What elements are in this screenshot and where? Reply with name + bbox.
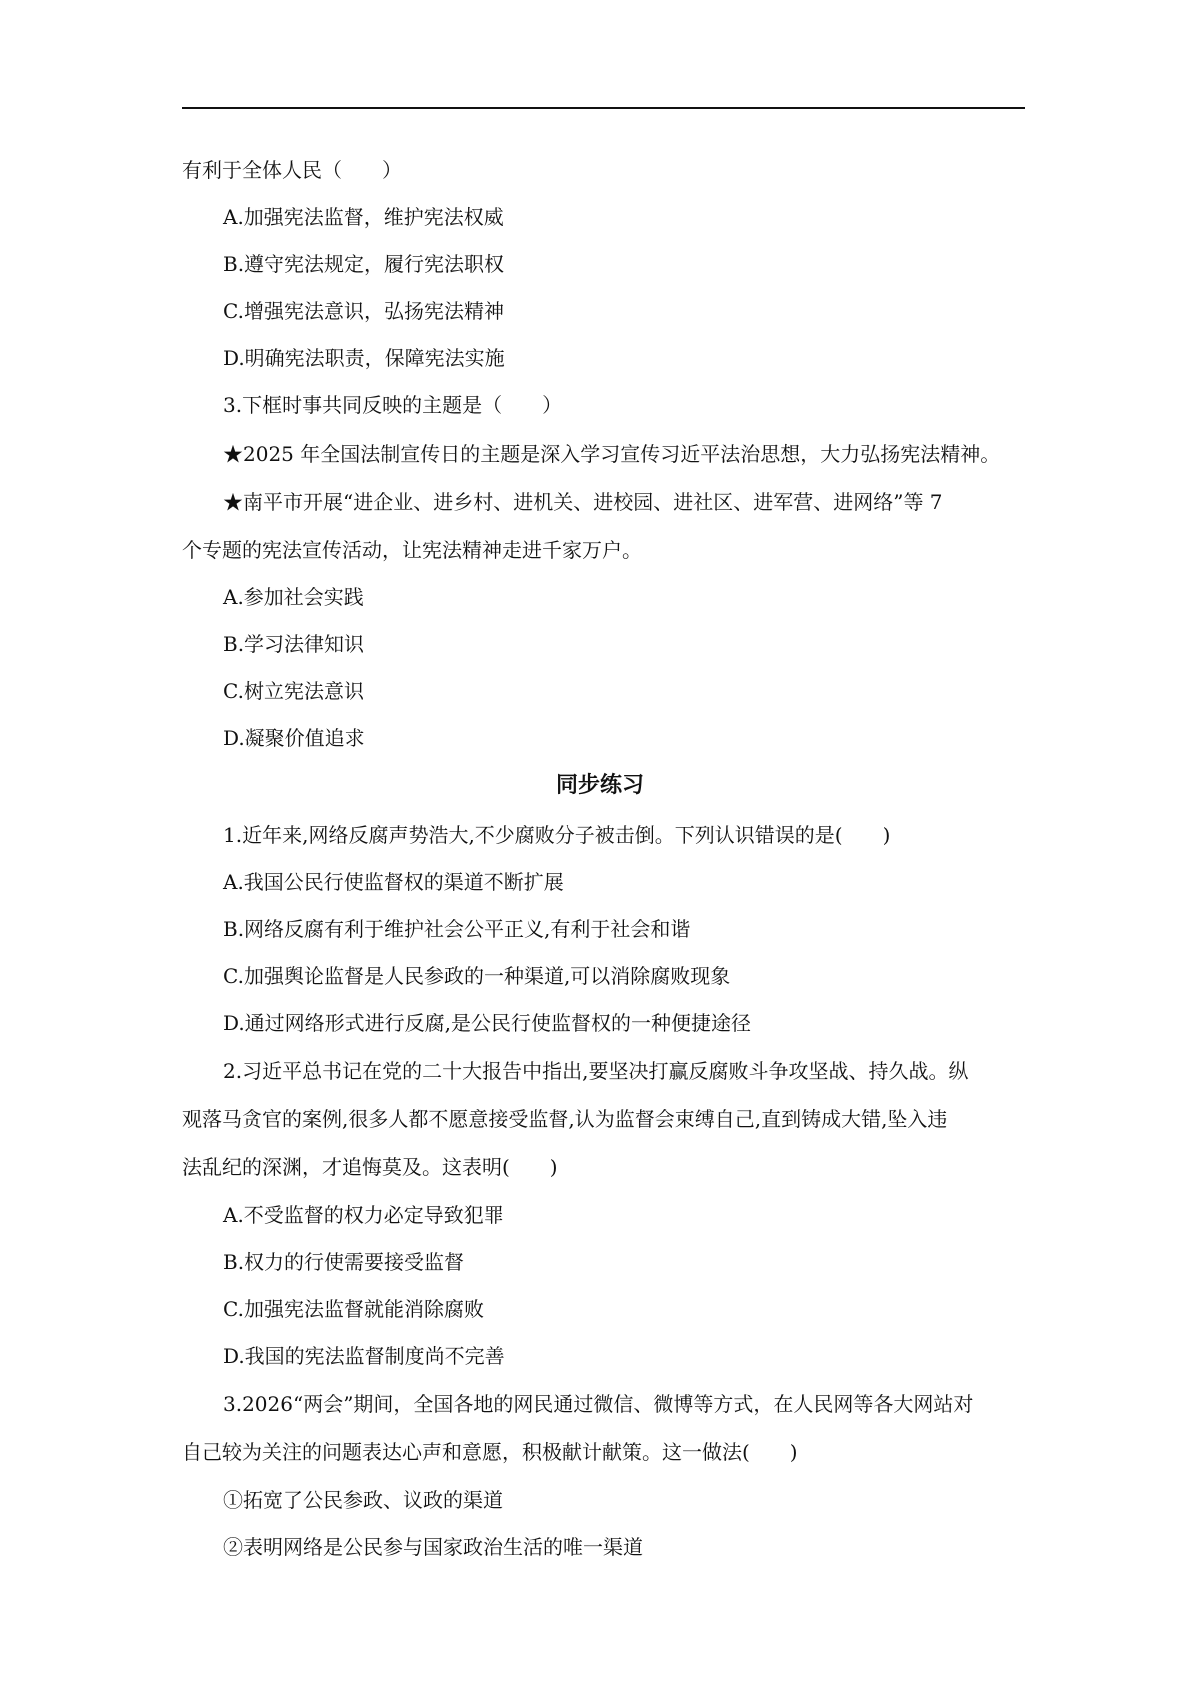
question-3: 3.下框时事共同反映的主题是（ ） bbox=[223, 393, 563, 417]
question-2-cont: 法乱纪的深渊，才追悔莫及。这表明( ) bbox=[182, 1155, 558, 1179]
option-c: C.加强宪法监督就能消除腐败 bbox=[223, 1297, 484, 1321]
option-a: A.不受监督的权力必定导致犯罪 bbox=[223, 1203, 504, 1227]
question-2: 2.习近平总书记在党的二十大报告中指出,要坚决打赢反腐败斗争攻坚战、持久战。纵 bbox=[223, 1059, 969, 1083]
option-d: D.通过网络形式进行反腐,是公民行使监督权的一种便捷途径 bbox=[223, 1011, 752, 1035]
option-d: D.我国的宪法监督制度尚不完善 bbox=[223, 1344, 505, 1368]
option-b: B.学习法律知识 bbox=[223, 632, 365, 656]
section-title: 同步练习 bbox=[555, 773, 644, 798]
news-item-1: ★2025 年全国法制宣传日的主题是深入学习宣传习近平法治思想，大力弘扬宪法精神。 bbox=[223, 442, 1001, 466]
option-c: C.加强舆论监督是人民参政的一种渠道,可以消除腐败现象 bbox=[223, 964, 731, 988]
news-item-2: ★南平市开展“进企业、进乡村、进机关、进校园、进社区、进军营、进网络”等 7 bbox=[223, 490, 943, 514]
text-line: 有利于全体人民（ ） bbox=[182, 158, 402, 182]
option-a: A.加强宪法监督，维护宪法权威 bbox=[223, 205, 504, 229]
option-c: C.树立宪法意识 bbox=[223, 679, 364, 703]
option-a: A.我国公民行使监督权的渠道不断扩展 bbox=[223, 870, 564, 894]
option-a: A.参加社会实践 bbox=[223, 585, 364, 609]
question-3-cont: 自己较为关注的问题表达心声和意愿，积极献计献策。这一做法( ) bbox=[182, 1440, 798, 1464]
question-2-cont: 观落马贪官的案例,很多人都不愿意接受监督,认为监督会束缚自己,直到铸成大错,坠入违 bbox=[182, 1107, 948, 1131]
option-d: D.明确宪法职责，保障宪法实施 bbox=[223, 346, 505, 370]
option-b: B.遵守宪法规定，履行宪法职权 bbox=[223, 252, 505, 276]
question-1: 1.近年来,网络反腐声势浩大,不少腐败分子被击倒。下列认识错误的是( ) bbox=[223, 823, 891, 847]
option-c: C.增强宪法意识，弘扬宪法精神 bbox=[223, 299, 504, 323]
header-rule bbox=[182, 107, 1025, 109]
option-b: B.网络反腐有利于维护社会公平正义,有利于社会和谐 bbox=[223, 917, 691, 941]
statement-2: ②表明网络是公民参与国家政治生活的唯一渠道 bbox=[223, 1535, 643, 1559]
option-b: B.权力的行使需要接受监督 bbox=[223, 1250, 465, 1274]
statement-1: ①拓宽了公民参政、议政的渠道 bbox=[223, 1488, 503, 1512]
news-item-2-cont: 个专题的宪法宣传活动，让宪法精神走进千家万户。 bbox=[182, 538, 642, 562]
question-3: 3.2026“两会”期间，全国各地的网民通过微信、微博等方式，在人民网等各大网站对 bbox=[223, 1392, 974, 1416]
option-d: D.凝聚价值追求 bbox=[223, 726, 365, 750]
